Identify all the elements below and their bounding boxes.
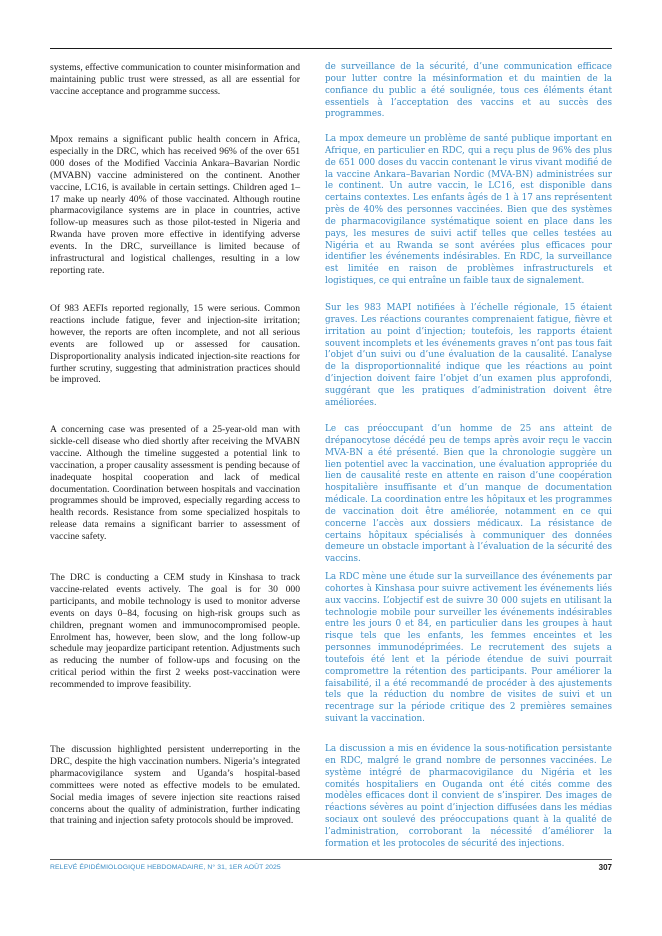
- page-number: 307: [598, 863, 612, 872]
- journal-footer: RELEVÉ ÉPIDÉMIOLOGIQUE HEBDOMADAIRE, N° 31, 1ER AOÛT 2025: [50, 864, 281, 871]
- french-paragraph-1: de surveillance de la sécurité, d’une communication efficace pour lutter contre la mésinformation et du maintien de la confiance du public a été soulignée, tous ces éléments étant essentiels à l’acceptation des vaccins et au succès des programmes.: [325, 62, 612, 120]
- french-paragraph-3: Sur les 983 MAPI notifiées à l’échelle régionale, 15 étaient graves. Les réactions courantes comprenaient fatigue, fièvre et irritation au point d’injection; toutefois, les rapports étaient souvent incomplets et les événements graves n’ont pas tous fait l’objet d’un suivi ou d’une évaluation de la causalité. L’analyse de la disproportionnalité indique que les réactions au point d’injection doivent faire l’objet d’un examen plus approfondi, suggérant que les pratiques d’administration doivent être améliorées.: [325, 303, 612, 408]
- french-paragraph-6: La discussion a mis en évidence la sous-notification persistante en RDC, malgré le grand nombre de personnes vaccinées. Le système intégré de pharmacovigilance du Nigéria et les comités hospitaliers en Ouganda ont été cités comme des modèles efficaces dont il convient de s’inspirer. Des images de réactions sévères au point d’injection diffusées dans les médias sociaux ont soulevé des préoccupations quant à la qualité de l’administration, corroborant la nécessité d’améliorer la formation et les protocoles de sécurité des injections.: [325, 744, 612, 849]
- french-paragraph-4: Le cas préoccupant d’un homme de 25 ans atteint de drépanocytose décédé peu de temps après avoir reçu le vaccin MVA-BN a été présenté. Bien que la chronologie suggère un lien potentiel avec la vaccination, une évaluation appropriée du lien de causalité reste en attente en raison d’une coopération hospitalière insuffisante et d’un manque de documentation médicale. La coordination entre les hôpitaux et les programmes de vaccination doit être améliorée, notamment en ce qui concerne l’accès aux dossiers médicaux. La résistance de certains hôpitaux spécialisés à communiquer des données demeure un obstacle important à l’évaluation de la sécurité des vaccins.: [325, 424, 612, 565]
- english-paragraph-2: Mpox remains a significant public health concern in Africa, especially in the DRC, which has received 96% of the over 651 000 doses of the Modified Vaccinia Ankara–Bavarian Nordic (MVABN) vaccine administered on the continent. Another vaccine, LC16, is available in certain settings. Children aged 1–17 make up nearly 40% of those vaccinated. Although routine pharmacovigilance systems are in place in countries, active follow-up measures such as those pilot-tested in Nigeria and Rwanda have proven more effective in identifying adverse events. In the DRC, surveillance is limited because of infrastructural and logistical challenges, resulting in a low reporting rate.: [50, 134, 300, 276]
- french-paragraph-2: La mpox demeure un problème de santé publique important en Afrique, en particulier en RDC, qui a reçu plus de 96% des plus de 651 000 doses du vaccin contenant le virus vivant modifié de la vaccine Ankara–Bavarian Nordic (MVA-BN) administrées sur le continent. Un autre vaccin, le LC16, est disponible dans certains contextes. Les enfants âgés de 1 à 17 ans représentent près de 40% des personnes vaccinées. Bien que des systèmes de pharmacovigilance systématique soient en place dans les pays, les mesures de suivi actif telles que celles testées au Nigéria et au Rwanda se sont avérées plus efficaces pour identifier les événements indésirables. En RDC, la surveillance est limitée en raison de problèmes infrastructurels et logistiques, ce qui entraîne un faible taux de signalement.: [325, 134, 612, 287]
- french-paragraph-5: La RDC mène une étude sur la surveillance des événements par cohortes à Kinshasa pour suivre activement les événements liés aux vaccins. L’objectif est de suivre 30 000 sujets en utilisant la technologie mobile pour surveiller les événements indésirables entre les jours 0 et 84, en particulier dans les groupes à haut risque tels que les enfants, les femmes enceintes et les personnes immunodéprimées. Le recrutement des sujets a toutefois été lent et la période étendue de suivi pourrait compromettre la rétention des participants. Pour améliorer la faisabilité, il a été recommandé de procéder à des ajustements tels que la réduction du nombre de visites de suivi et un recentrage sur la période critique des 2 premières semaines suivant la vaccination.: [325, 572, 612, 725]
- english-paragraph-4: A concerning case was presented of a 25-year-old man with sickle-cell disease who died shortly after receiving the MVABN vaccine. Although the timeline suggested a potential link to vaccination, a proper causality assessment is pending because of inadequate hospital cooperation and lack of medical documentation. Coordination between hospitals and vaccination programmes should be improved, especially regarding access to health records. Resistance from some specialized hospitals to release data remains a significant barrier to assessment of vaccine safety.: [50, 424, 300, 543]
- english-paragraph-3: Of 983 AEFIs reported regionally, 15 were serious. Common reactions include fatigue, fever and injection-site irritation; however, the reports are often incomplete, and not all serious events are followed up or assessed for causation. Disproportionality analysis indicated injection-site reactions for further scrutiny, suggesting that administration practices should be improved.: [50, 303, 300, 386]
- english-paragraph-5: The DRC is conducting a CEM study in Kinshasa to track vaccine-related events actively. The goal is for 30 000 participants, and mobile technology is used to monitor adverse events on days 0–84, focusing on high-risk groups such as children, pregnant women and immunocompromised people. Enrolment has, however, been slow, and the long follow-up schedule may jeopardize participant retention. Adjustments such as reducing the number of follow-ups and focusing on the critical period within the first 2 weeks post-vaccination were recommended to improve feasibility.: [50, 572, 300, 691]
- footer-rule: [50, 859, 612, 860]
- english-paragraph-6: The discussion highlighted persistent underreporting in the DRC, despite the high vaccination numbers. Nigeria’s integrated pharmacovigilance system and Uganda’s hospital-based committees were noted as effective models to be emulated. Social media images of severe injection site reactions raised concerns about the quality of administration, further indicating that training and injection safety protocols should be improved.: [50, 744, 300, 827]
- top-rule: [50, 48, 612, 49]
- english-paragraph-1: systems, effective communication to counter misinformation and maintaining public trust were stressed, as all are essential for vaccine acceptance and programme success.: [50, 62, 300, 97]
